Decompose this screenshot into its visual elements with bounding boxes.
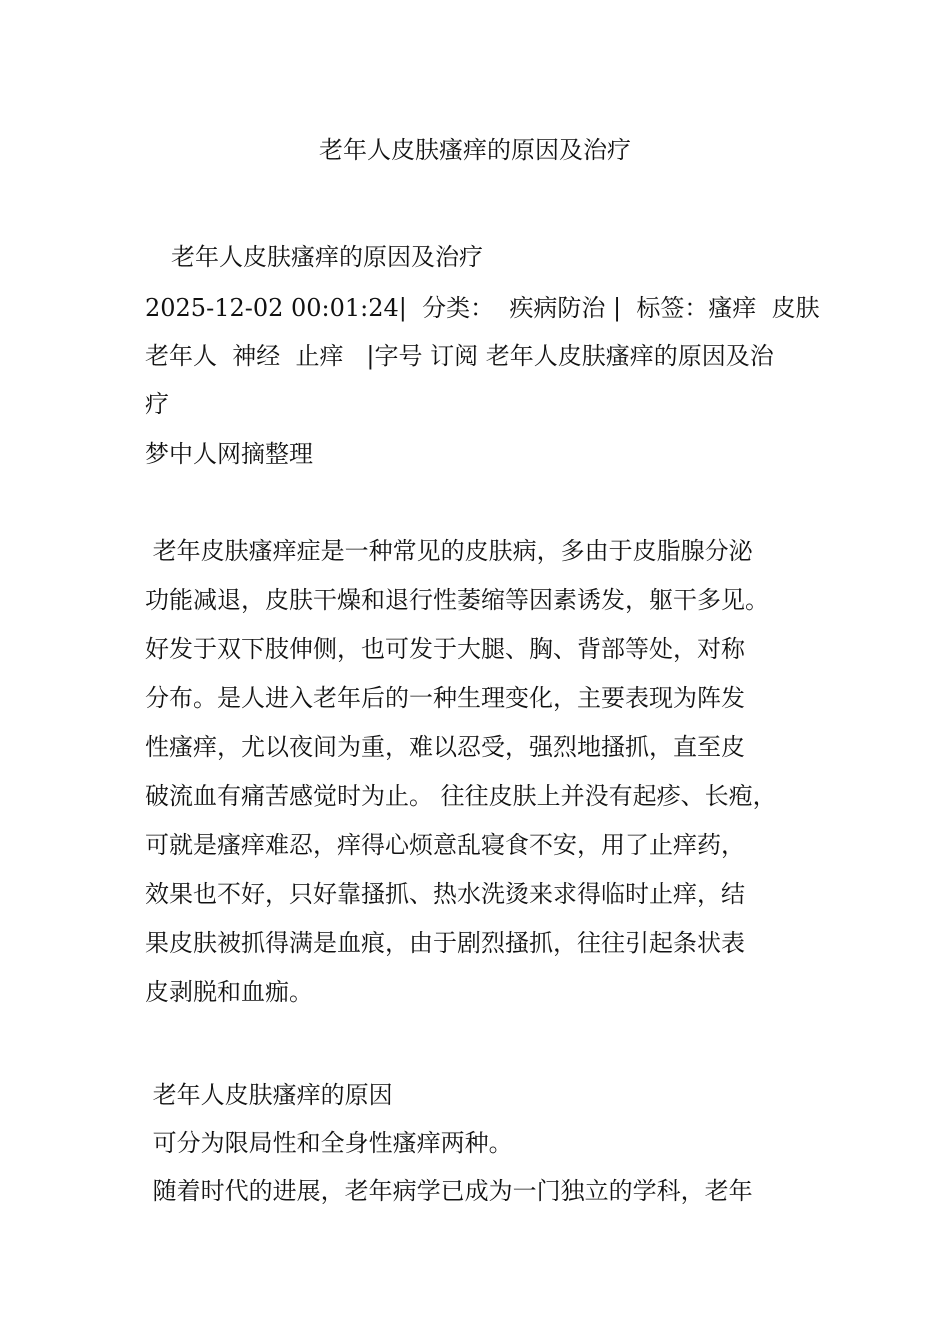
paragraph-line: 皮剥脱和血痂。 [145,978,313,1006]
meta-line: 2025-12-02 00:01:24| 分类： 疾病防治 | 标签：瘙痒 皮肤 [145,294,820,322]
article-meta [145,284,820,428]
paragraph-line: 破流血有痛苦感觉时为止。 往往皮肤上并没有起疹、长疱， [145,782,777,810]
meta-line: 老年人 神经 止痒 |字号 订阅 老年人皮肤瘙痒的原因及治 [145,342,774,370]
paragraph-line: 效果也不好，只好靠搔抓、热水洗烫来求得临时止痒，结 [145,880,745,908]
meta-line: 疗 [145,390,169,418]
paragraph-line: 好发于双下肢伸侧，也可发于大腿、胸、背部等处，对称 [145,635,745,663]
paragraph-line: 果皮肤被抓得满是血痕，由于剧烈搔抓，往往引起条状表 [145,929,745,957]
document-title: 老年人皮肤瘙痒的原因及治疗 [319,136,631,164]
paragraph-line: 分布。是人进入老年后的一种生理变化，主要表现为阵发 [145,684,745,712]
article-header [145,231,820,481]
source-note: 梦中人网摘整理 [145,440,313,468]
section-heading: 老年人皮肤瘙痒的原因 [145,1081,393,1109]
paragraph-line: 老年皮肤瘙痒症是一种常见的皮肤病，多由于皮脂腺分泌 [145,537,753,565]
section-line: 可分为限局性和全身性瘙痒两种。 [145,1129,513,1157]
section-causes [145,1071,810,1215]
paragraph-line: 功能减退，皮肤干燥和退行性萎缩等因素诱发，躯干多见。 [145,586,769,614]
paragraph-line: 性瘙痒，尤以夜间为重，难以忍受，强烈地搔抓，直至皮 [145,733,745,761]
article-title: 老年人皮肤瘙痒的原因及治疗 [171,243,483,271]
paragraph-line: 可就是瘙痒难忍，痒得心烦意乱寝食不安，用了止痒药， [145,831,745,859]
body-paragraph [145,527,810,1017]
section-line: 随着时代的进展，老年病学已成为一门独立的学科，老年 [145,1177,753,1205]
